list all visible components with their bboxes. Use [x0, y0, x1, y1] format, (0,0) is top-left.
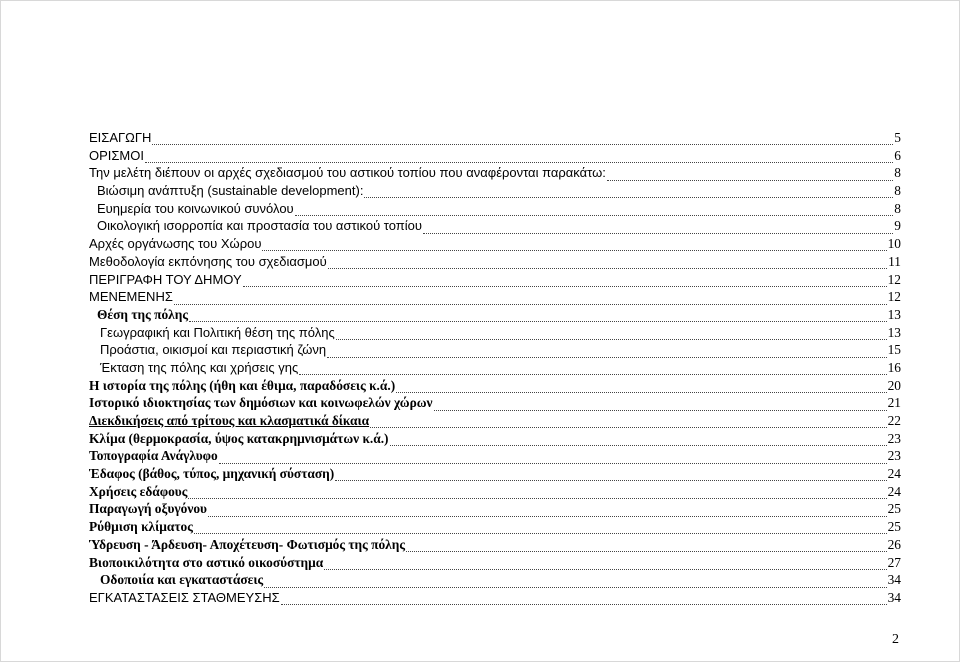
toc-dot-leader [423, 223, 893, 234]
toc-entry-title: ΜΕΝΕΜΕΝΗΣ [89, 289, 173, 305]
toc-entry-title: Ευημερία του κοινωνικού συνόλου [97, 200, 294, 216]
toc-entry-page: 22 [887, 413, 901, 428]
toc-entry-title: Θέση της πόλης [97, 306, 189, 322]
toc-dot-leader [281, 594, 887, 605]
toc-dot-leader [295, 205, 894, 216]
toc-entry[interactable] [89, 253, 901, 271]
toc-entry[interactable] [89, 271, 901, 289]
toc-entry[interactable] [89, 147, 901, 165]
toc-dot-leader [364, 187, 893, 198]
toc-entry-title: Η ιστορία της πόλης (ήθη και έθιμα, παραδόσεις κ.ά.) [89, 377, 396, 393]
toc-entry-title: Οδοποιία και εγκαταστάσεις [100, 572, 264, 588]
toc-entry-page: 27 [887, 554, 901, 570]
toc-entry-title: Οικολογική ισορροπία και προστασία του αστικού τοπίου [97, 218, 422, 234]
toc-entry-title: Έδαφος (βάθος, τύπος, μηχανική σύσταση) [89, 466, 335, 482]
toc-entry-page: 6 [894, 147, 901, 163]
toc-entry-page: 13 [887, 306, 901, 322]
toc-entry-title: Βιώσιμη ανάπτυξη (sustainable development): [97, 183, 364, 199]
toc-entry[interactable] [89, 589, 901, 607]
toc-dot-leader [335, 470, 886, 481]
toc-dot-leader [219, 453, 887, 464]
toc-entry[interactable] [89, 217, 901, 235]
toc-entry[interactable] [89, 554, 901, 572]
toc-entry-title: Έκταση της πόλης και χρήσεις γης [100, 359, 299, 375]
toc-entry-title: ΕΓΚΑΤΑΣΤΑΣΕΙΣ ΣΤΑΘΜΕΥΣΗΣ [89, 589, 280, 605]
toc-dot-leader [189, 311, 887, 322]
toc-entry[interactable] [89, 571, 901, 589]
toc-entry-title: Ρύθμιση κλίματος [89, 519, 193, 535]
toc-dot-leader [194, 523, 887, 534]
toc-entry-page: 8 [894, 183, 901, 199]
toc-entry[interactable] [89, 182, 901, 200]
toc-entry-title: Την μελέτη διέπουν οι αρχές σχεδιασμού του αστικού τοπίου που αναφέρονται παρακάτω: [89, 165, 606, 181]
toc-entry-title: Παραγωγή οξυγόνου [89, 501, 207, 517]
toc-dot-leader [607, 170, 893, 181]
toc-dot-leader [174, 294, 887, 305]
toc-entry-title: ΟΡΙΣΜΟΙ [89, 147, 144, 163]
toc-dot-leader [396, 382, 886, 393]
toc-entry-page: 10 [887, 236, 901, 252]
toc-entry-page: 11 [888, 253, 901, 269]
toc-entry-page: 15 [887, 342, 901, 358]
toc-dot-leader [243, 276, 887, 287]
toc-entry[interactable] [89, 164, 901, 182]
toc-entry-page: 25 [887, 519, 901, 535]
toc-entry[interactable] [89, 324, 901, 342]
toc-entry-page: 9 [894, 218, 901, 234]
toc-entry[interactable] [89, 200, 901, 218]
toc-entry-page: 8 [894, 200, 901, 216]
toc-entry-page: 34 [887, 572, 901, 588]
toc-dot-leader [208, 506, 887, 517]
toc-entry-title: Ιστορικό ιδιοκτησίας των δημόσιων και κοινωφελών χώρων [89, 395, 433, 411]
toc-entry[interactable] [89, 518, 901, 536]
toc-dot-leader [336, 329, 887, 340]
toc-dot-leader [327, 347, 886, 358]
toc-entry[interactable] [89, 430, 901, 448]
toc-entry[interactable] [89, 129, 901, 147]
table-of-contents [89, 129, 901, 607]
toc-entry-page: 13 [887, 324, 901, 340]
toc-entry-page: 21 [887, 395, 901, 411]
toc-entry[interactable] [89, 500, 901, 518]
toc-entry[interactable] [89, 288, 901, 306]
toc-entry-title: Αρχές οργάνωσης του Χώρου [89, 236, 262, 252]
toc-entry-title: Προάστια, οικισμοί και περιαστική ζώνη [100, 342, 327, 358]
toc-entry-title: ΠΕΡΙΓΡΑΦΗ ΤΟΥ ΔΗΜΟΥ [89, 271, 242, 287]
toc-entry-title: Βιοποικιλότητα στο αστικό οικοσύστημα [89, 554, 324, 570]
toc-entry-page: 24 [887, 483, 901, 499]
toc-dot-leader [299, 364, 886, 375]
toc-dot-leader [262, 240, 886, 251]
toc-entry[interactable] [89, 536, 901, 554]
toc-entry-title: ΕΙΣΑΓΩΓΗ [89, 130, 152, 145]
toc-entry[interactable] [89, 483, 901, 501]
toc-entry-page: 16 [887, 359, 901, 375]
toc-entry-page: 23 [887, 430, 901, 446]
toc-entry[interactable] [89, 412, 901, 430]
toc-entry[interactable] [89, 306, 901, 324]
toc-entry[interactable] [89, 377, 901, 395]
toc-entry-page: 20 [887, 377, 901, 393]
toc-entry[interactable] [89, 394, 901, 412]
toc-entry-title: Χρήσεις εδάφους [89, 483, 188, 499]
toc-entry-page: 24 [887, 466, 901, 482]
toc-entry-title: Κλίμα (θερμοκρασία, ύψος κατακρημνισμάτων κ.ά.) [89, 430, 389, 446]
toc-entry-page: 8 [894, 165, 901, 181]
toc-entry-page: 34 [887, 589, 901, 605]
toc-entry[interactable] [89, 465, 901, 483]
toc-entry-title: Τοπογραφία Ανάγλυφο [89, 448, 218, 464]
toc-entry[interactable] [89, 341, 901, 359]
toc-entry-page: 26 [887, 536, 901, 552]
toc-entry-page: 23 [887, 448, 901, 464]
toc-entry[interactable] [89, 359, 901, 377]
toc-entry-title: Ύδρευση - Άρδευση- Αποχέτευση- Φωτισμός της πόλης [89, 536, 406, 552]
toc-entry-title: Διεκδικήσεις από τρίτους και κλασματικά δίκαια [89, 413, 370, 428]
toc-entry-title: Μεθοδολογία εκπόνησης του σχεδιασμού [89, 253, 327, 269]
toc-dot-leader [145, 152, 893, 163]
toc-entry-page: 25 [887, 501, 901, 517]
toc-entry[interactable] [89, 235, 901, 253]
toc-dot-leader [406, 541, 887, 552]
page-number: 2 [892, 632, 899, 647]
toc-entry-page: 12 [887, 271, 901, 287]
toc-dot-leader [328, 258, 887, 269]
toc-dot-leader [434, 400, 887, 411]
toc-entry[interactable] [89, 447, 901, 465]
toc-dot-leader [324, 559, 886, 570]
toc-dot-leader [370, 417, 887, 428]
toc-dot-leader [188, 488, 886, 499]
toc-dot-leader [390, 435, 887, 446]
toc-entry-title: Γεωγραφική και Πολιτική θέση της πόλης [100, 324, 335, 340]
toc-dot-leader [152, 134, 893, 145]
toc-entry-page: 5 [894, 130, 901, 145]
toc-dot-leader [264, 577, 886, 588]
toc-entry-page: 12 [887, 289, 901, 305]
